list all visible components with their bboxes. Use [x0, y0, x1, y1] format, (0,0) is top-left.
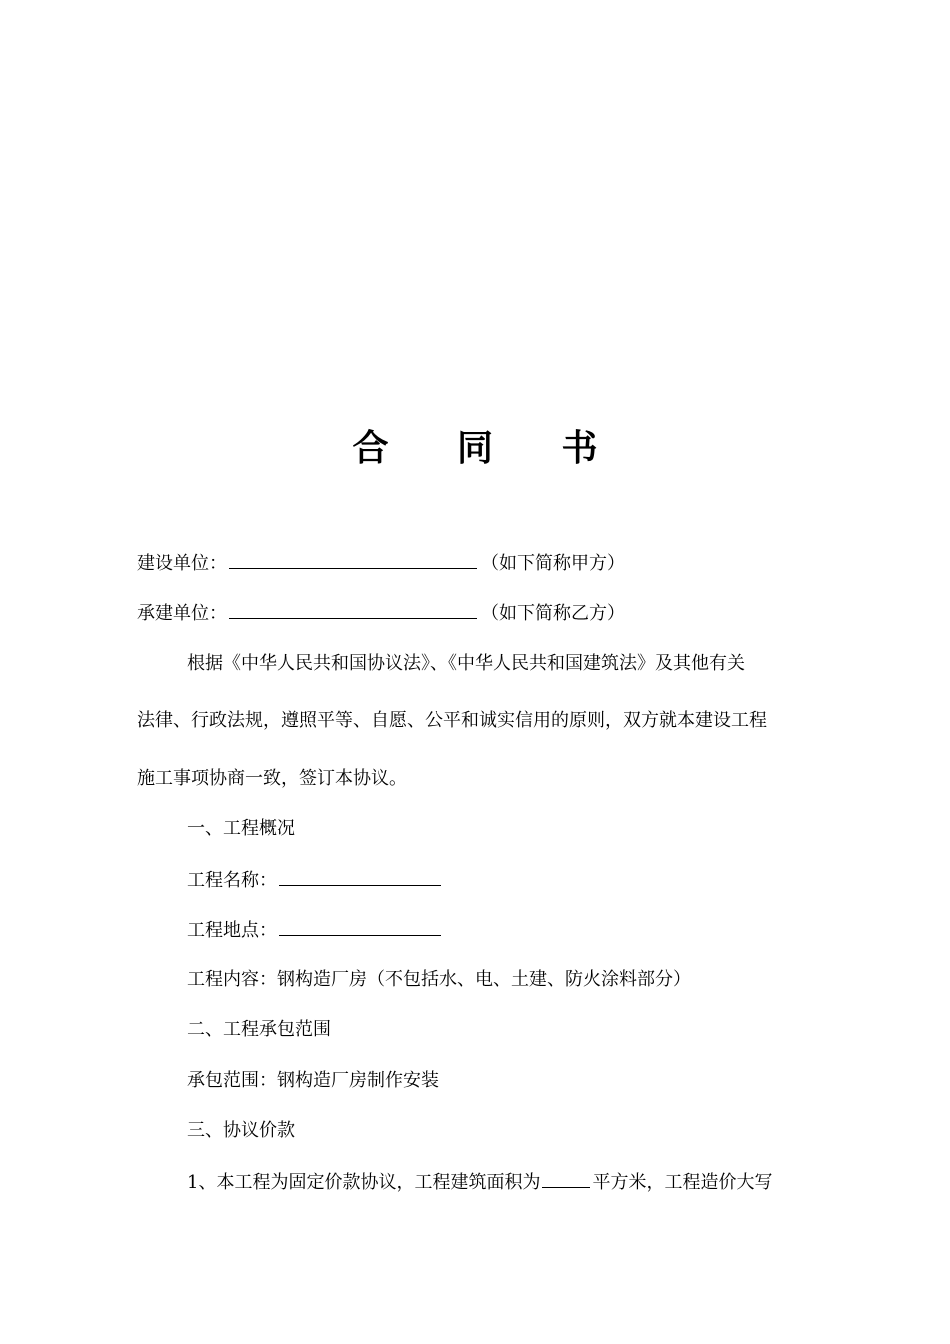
intro-line-3: 施工事项协商一致，签订本协议。: [137, 768, 407, 789]
contractor-note: （如下简称乙方）: [481, 603, 625, 624]
price-item-1-text-b: 平方米，工程造价大写: [592, 1172, 773, 1193]
document-title: 合 同 书: [352, 427, 626, 469]
contractor-blank: [229, 600, 477, 619]
contractor-party-line: [137, 600, 625, 626]
price-item-1: [187, 1169, 772, 1195]
owner-note: （如下简称甲方）: [481, 553, 625, 574]
project-location-line: [187, 917, 441, 943]
owner-blank: [229, 550, 477, 569]
project-location-label: 工程地点：: [187, 920, 277, 941]
project-name-label: 工程名称：: [187, 870, 277, 891]
project-name-blank: [279, 867, 441, 886]
project-location-blank: [279, 917, 441, 936]
area-blank: [542, 1169, 590, 1188]
intro-line-1: 根据《中华人民共和国协议法》、《中华人民共和国建筑法》及其他有关: [187, 653, 745, 674]
contract-scope: 承包范围：钢构造厂房制作安装: [187, 1070, 439, 1091]
intro-line-2: 法律、行政法规，遵照平等、自愿、公平和诚实信用的原则，双方就本建设工程: [137, 710, 767, 731]
section1-heading: 一、工程概况: [187, 818, 295, 839]
section2-heading: 二、工程承包范围: [187, 1019, 331, 1040]
owner-party-line: [137, 550, 625, 576]
price-item-1-text-a: 1、本工程为固定价款协议，工程建筑面积为: [187, 1172, 541, 1193]
owner-label: 建设单位：: [137, 553, 227, 574]
project-content: 工程内容：钢构造厂房（不包括水、电、土建、防火涂料部分）: [187, 969, 691, 990]
project-name-line: [187, 867, 441, 893]
contractor-label: 承建单位：: [137, 603, 227, 624]
section3-heading: 三、协议价款: [187, 1120, 295, 1141]
